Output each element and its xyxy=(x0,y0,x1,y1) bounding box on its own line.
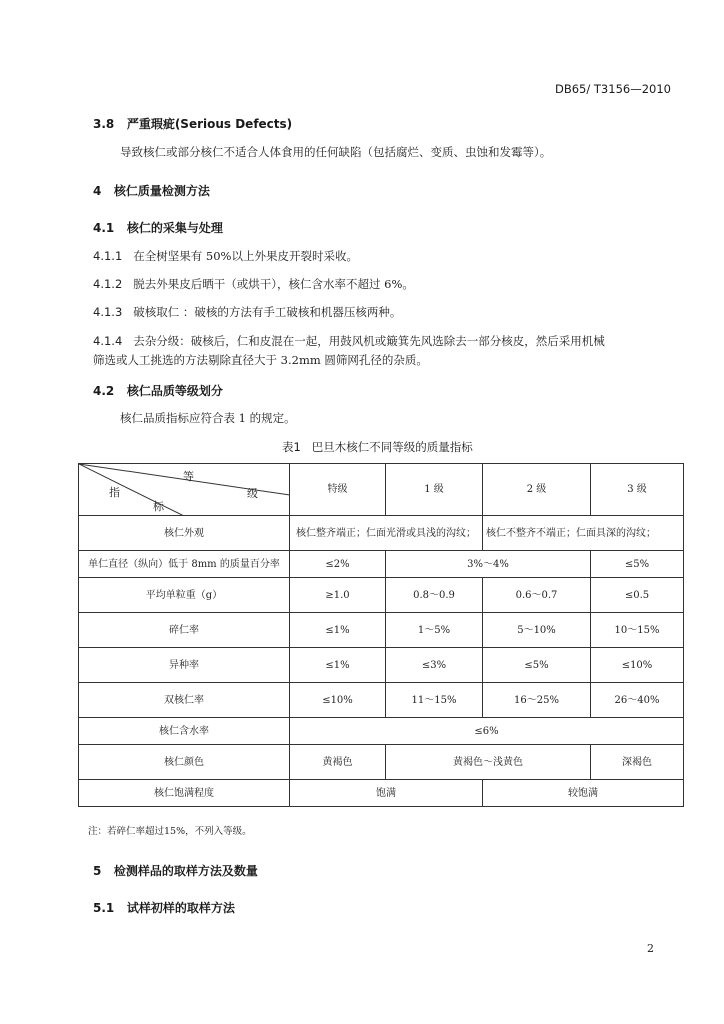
grade-header-special: 特级 xyxy=(290,464,386,516)
weight-grade3: ≤0.5 xyxy=(591,578,684,613)
section-4-1-heading xyxy=(93,219,223,236)
plumpness-special-grade1: 饱满 xyxy=(290,780,483,807)
double-special: ≤10% xyxy=(290,683,386,718)
section-number: 5.1 xyxy=(93,901,115,915)
double-grade1: 11～15% xyxy=(386,683,483,718)
section-title: 试样初样的取样方法 xyxy=(126,901,235,915)
double-grade2: 16～25% xyxy=(483,683,591,718)
weight-grade2: 0.6～0.7 xyxy=(483,578,591,613)
row-label: 碎仁率 xyxy=(79,613,290,648)
clause-number: 4.1.2 xyxy=(93,277,123,291)
section-title: 严重瑕疵(Serious Defects) xyxy=(126,117,293,131)
table-row-plumpness xyxy=(79,780,684,807)
variety-grade3: ≤10% xyxy=(591,648,684,683)
section-number: 5 xyxy=(93,864,102,878)
clause-text: 在全树坚果有 50%以上外果皮开裂时采收。 xyxy=(133,249,358,263)
row-label: 异种率 xyxy=(79,648,290,683)
color-grade1-grade2: 黄褐色～浅黄色 xyxy=(386,745,591,780)
section-5-1-heading xyxy=(93,899,235,916)
section-number: 4.1 xyxy=(93,221,115,235)
section-4-1-2 xyxy=(93,276,414,292)
appearance-grade2-grade3: 核仁不整齐不端正；仁面具深的沟纹； xyxy=(483,516,684,551)
grade-header-3: 3 级 xyxy=(591,464,684,516)
table-row-double xyxy=(79,683,684,718)
row-label: 核仁外观 xyxy=(79,516,290,551)
section-4-1-1 xyxy=(93,248,358,264)
color-grade3: 深褐色 xyxy=(591,745,684,780)
section-3-8-text: 导致核仁或部分核仁不适合人体食用的任何缺陷（包括腐烂、变质、虫蚀和发霉等）。 xyxy=(120,145,552,159)
section-4-1-4 xyxy=(93,333,605,349)
corner-grade-top: 等 xyxy=(183,470,194,483)
section-number: 4 xyxy=(93,184,102,198)
color-special: 黄褐色 xyxy=(290,745,386,780)
variety-grade1: ≤3% xyxy=(386,648,483,683)
table-row-weight xyxy=(79,578,684,613)
page-number: 2 xyxy=(647,942,654,955)
diameter-grade1-grade2: 3%～4% xyxy=(386,551,591,578)
row-label: 核仁颜色 xyxy=(79,745,290,780)
section-title: 核仁质量检测方法 xyxy=(113,184,210,198)
section-4-1-4-continued: 筛选或人工挑选的方法剔除直径大于 3.2mm 圆筛网孔径的杂质。 xyxy=(93,353,428,367)
clause-number: 4.1.1 xyxy=(93,249,123,263)
appearance-special-grade1: 核仁整齐端正；仁面光滑或具浅的沟纹； xyxy=(290,516,483,551)
clause-text: 破核取仁 ：破核的方法有手工破核和机器压核两种。 xyxy=(133,305,402,319)
row-label: 核仁饱满程度 xyxy=(79,780,290,807)
table-header-row xyxy=(79,464,684,516)
grade-header-2: 2 级 xyxy=(483,464,591,516)
broken-grade1: 1～5% xyxy=(386,613,483,648)
broken-grade3: 10～15% xyxy=(591,613,684,648)
table-row-color xyxy=(79,745,684,780)
diameter-grade3: ≤5% xyxy=(591,551,684,578)
double-grade3: 26～40% xyxy=(591,683,684,718)
clause-number: 4.1.3 xyxy=(93,305,123,319)
moisture-all-grades: ≤6% xyxy=(290,718,684,745)
section-4-1-3 xyxy=(93,304,401,320)
section-3-8-heading xyxy=(93,115,292,132)
section-5-heading xyxy=(93,862,258,879)
row-label: 平均单粒重（g） xyxy=(79,578,290,613)
row-label: 双核仁率 xyxy=(79,683,290,718)
clause-number: 4.1.4 xyxy=(93,334,123,348)
quality-index-table xyxy=(78,463,684,807)
section-number: 4.2 xyxy=(93,384,115,398)
corner-index: 指 xyxy=(109,486,120,499)
row-label: 核仁含水率 xyxy=(79,718,290,745)
weight-grade1: 0.8～0.9 xyxy=(386,578,483,613)
section-number: 3.8 xyxy=(93,117,115,131)
corner-grade-level: 级 xyxy=(247,487,258,500)
variety-special: ≤1% xyxy=(290,648,386,683)
table-row-appearance xyxy=(79,516,684,551)
table-row-diameter xyxy=(79,551,684,578)
table-row-variety xyxy=(79,648,684,683)
table-row-broken xyxy=(79,613,684,648)
section-4-heading xyxy=(93,182,210,199)
table-caption: 表1 巴旦木核仁不同等级的质量指标 xyxy=(282,440,473,454)
document-id: DB65/ T3156—2010 xyxy=(555,82,671,96)
broken-special: ≤1% xyxy=(290,613,386,648)
diagonal-header-cell xyxy=(79,464,290,516)
broken-grade2: 5～10% xyxy=(483,613,591,648)
clause-text-line1: 去杂分级：破核后，仁和皮混在一起，用鼓风机或簸箕先风选除去一部分核皮，然后采用机械 xyxy=(133,334,605,348)
section-4-2-heading xyxy=(93,382,223,399)
plumpness-grade2-grade3: 较饱满 xyxy=(483,780,684,807)
section-title: 检测样品的取样方法及数量 xyxy=(113,864,258,878)
weight-special: ≥1.0 xyxy=(290,578,386,613)
section-title: 核仁的采集与处理 xyxy=(126,221,223,235)
table-row-moisture xyxy=(79,718,684,745)
section-4-2-text: 核仁品质指标应符合表 1 的规定。 xyxy=(120,411,296,425)
corner-mark: 标 xyxy=(153,500,164,513)
section-title: 核仁品质等级划分 xyxy=(126,384,223,398)
grade-header-1: 1 级 xyxy=(386,464,483,516)
row-label: 单仁直径（纵向）低于 8mm 的质量百分率 xyxy=(79,551,290,578)
table-note: 注：若碎仁率超过15%，不列入等级。 xyxy=(88,826,252,837)
diameter-special: ≤2% xyxy=(290,551,386,578)
variety-grade2: ≤5% xyxy=(483,648,591,683)
clause-text: 脱去外果皮后晒干（或烘干），核仁含水率不超过 6%。 xyxy=(133,277,414,291)
